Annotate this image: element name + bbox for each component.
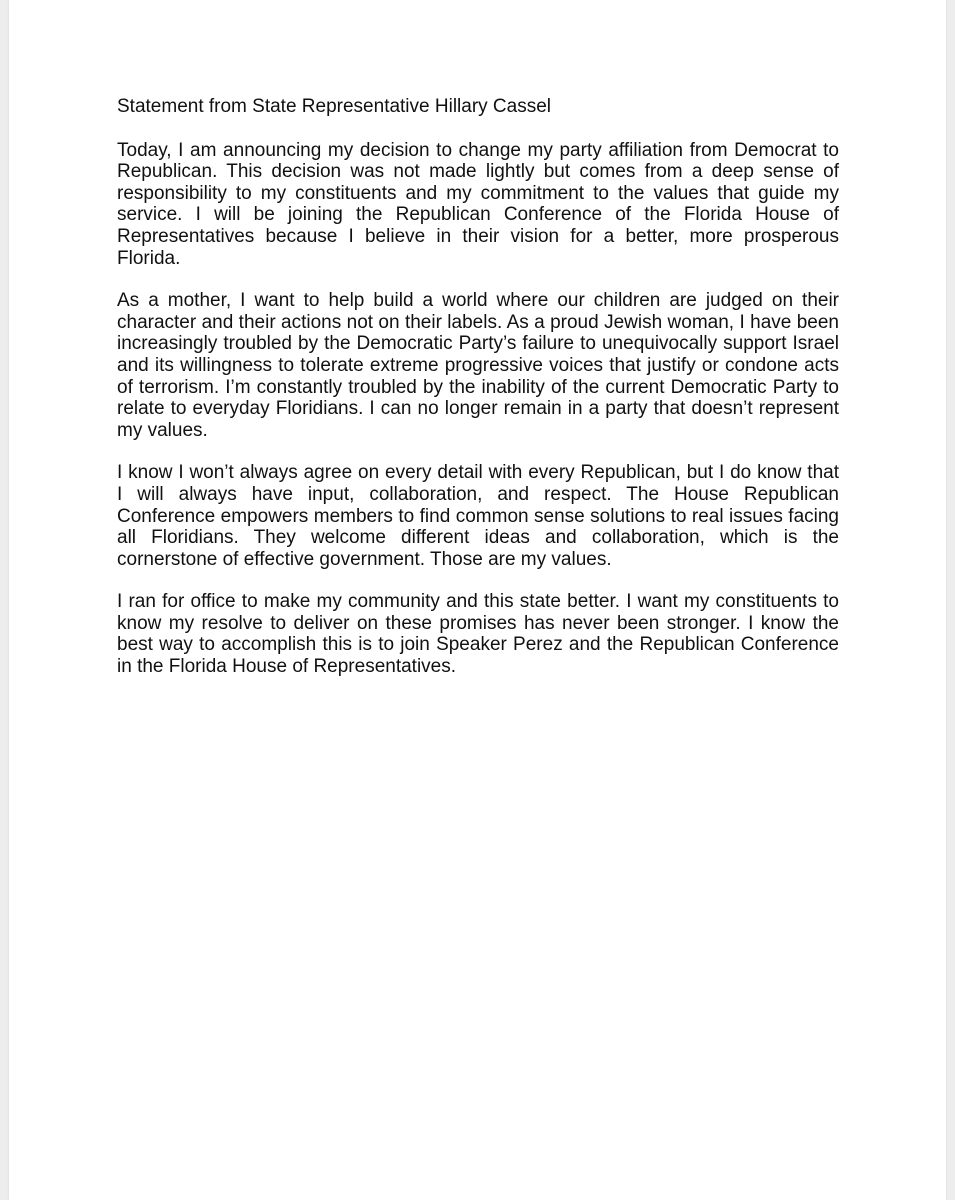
statement-title: Statement from State Representative Hillary Cassel — [117, 96, 552, 117]
paragraph-values: As a mother, I want to help build a world where our children are judged on their character and their actions not on their labels. As a proud Jewish woman, I have been increasingly troubled by the Democratic Party’s failure to unequivocally support Israel and its willingness to tolerate extreme progressive voices that justify or condone acts of terrorism. I’m constantly troubled by the inability of the current Democratic Party to relate to everyday Floridians. I can no longer remain in a party that doesn’t represent my values. — [117, 290, 839, 441]
paragraph-collaboration: I know I won’t always agree on every detail with every Republican, but I do know that I will always have input, collaboration, and respect. The House Republican Conference empowers members to find common sense solutions to real issues facing all Floridians. They welcome different ideas and collaboration, which is the cornerstone of effective government. Those are my values. — [117, 462, 839, 570]
paragraph-closing: I ran for office to make my community and this state better. I want my constituents to know my resolve to deliver on these promises has never been stronger. I know the best way to accomplish this is to join Speaker Perez and the Republican Conference in the Florida House of Representatives. — [117, 591, 839, 678]
document-body — [117, 96, 839, 699]
document-page — [9, 0, 946, 1200]
paragraph-announcement: Today, I am announcing my decision to change my party affiliation from Democrat to Republican. This decision was not made lightly but comes from a deep sense of responsibility to my constituents and my commitment to the values that guide my service. I will be joining the Republican Conference of the Florida House of Representatives because I believe in their vision for a better, more prosperous Florida. — [117, 139, 839, 269]
